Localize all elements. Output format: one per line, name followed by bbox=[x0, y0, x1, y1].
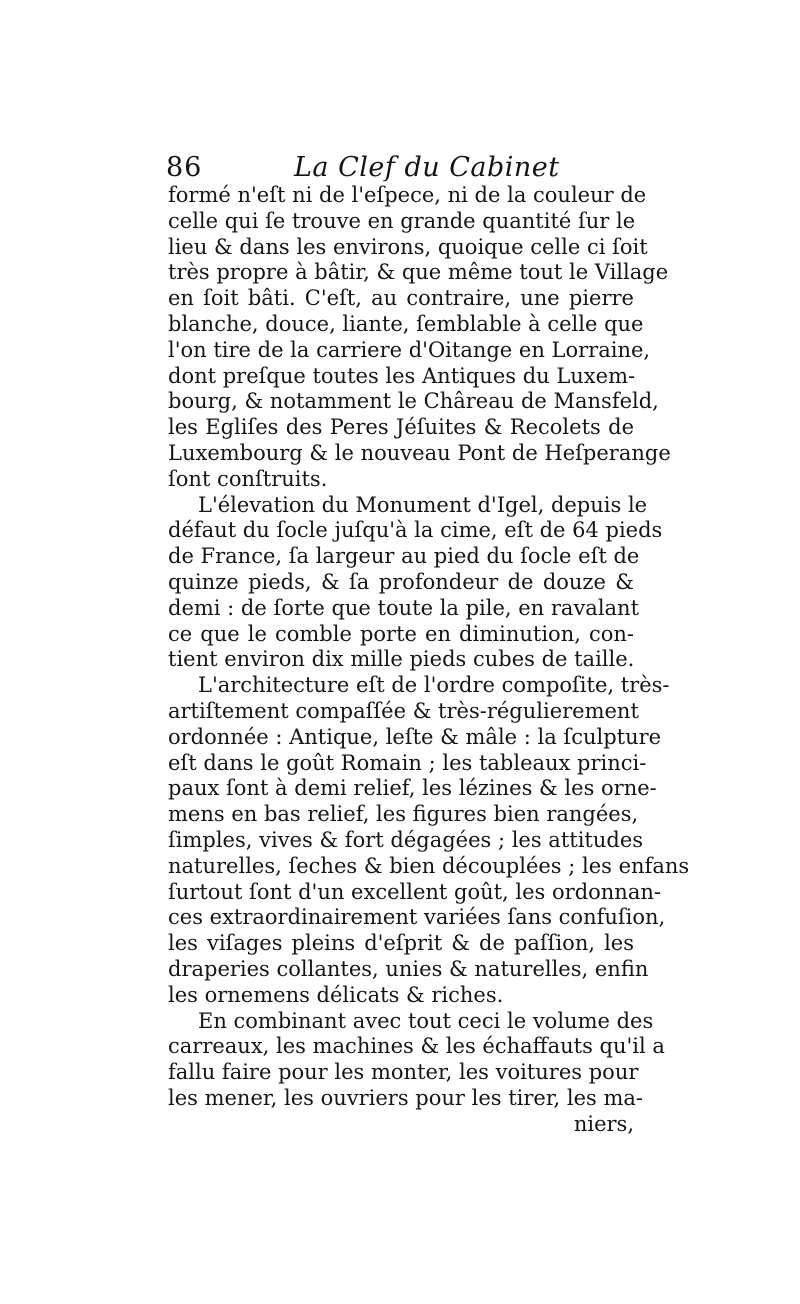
text-line: les viſages pleins d'eſprit & de paſſion, les bbox=[168, 931, 634, 956]
text-line: de France, ſa largeur au pied du ſocle eſt de bbox=[168, 544, 640, 569]
text-line: Luxembourg & le nouveau Pont de Heſperange bbox=[168, 440, 671, 465]
text-line: tient environ dix mille pieds cubes de taille. bbox=[168, 647, 635, 672]
page-header bbox=[166, 148, 636, 188]
text-line: ce que le comble porte en diminution, con- bbox=[168, 621, 634, 646]
text-line: l'on tire de la carriere d'Oitange en Lorraine, bbox=[168, 337, 651, 362]
text-line: paux ſont à demi relief, les lézines & les orne- bbox=[168, 776, 657, 801]
paragraph-start-line: En combinant avec tout ceci le volume des bbox=[198, 1008, 654, 1033]
text-line: blanche, douce, liante, ſemblable à celle que bbox=[168, 311, 644, 336]
text-line: en ſoit bâti. C'eſt, au contraire, une pierre bbox=[168, 286, 634, 311]
text-line: très propre à bâtir, & que même tout le Village bbox=[168, 260, 669, 285]
catchword: niers, bbox=[573, 1111, 634, 1136]
text-line: quinze pieds, & ſa profondeur de douze & bbox=[168, 569, 634, 594]
running-title: La Clef du Cabinet bbox=[294, 152, 560, 183]
text-line: carreaux, les machines & les échaffauts qu'il a bbox=[168, 1034, 665, 1059]
text-line: ces extraordinairement variées ſans confuſion, bbox=[168, 905, 666, 930]
text-line: celle qui ſe trouve en grande quantité ſur le bbox=[168, 208, 636, 233]
body-text bbox=[168, 183, 690, 1137]
text-line: dont preſque toutes les Antiques du Luxem- bbox=[168, 363, 636, 388]
text-line: artiſtement compaſſée & très-régulierement bbox=[168, 698, 639, 723]
text-line: fallu faire pour les monter, les voitures pour bbox=[168, 1060, 639, 1085]
text-line: ſimples, vives & fort dégagées ; les attitudes bbox=[168, 827, 644, 852]
text-line: ſurtout ſont d'un excellent goût, les ordonnan- bbox=[168, 879, 661, 904]
paragraph-start-line: L'élevation du Monument d'Igel, depuis le bbox=[198, 492, 648, 517]
text-line: mens en bas relief, les figures bien rangées, bbox=[168, 802, 639, 827]
text-line: draperies collantes, unies & naturelles, enfin bbox=[168, 956, 649, 981]
text-line: les mener, les ouvriers pour les tirer, les ma- bbox=[168, 1085, 644, 1110]
text-line: ordonnée : Antique, leſte & mâle : la ſculpture bbox=[168, 724, 662, 749]
text-line: bourg, & notamment le Châreau de Mansfeld, bbox=[168, 389, 659, 414]
text-line: naturelles, ſeches & bien découplées ; les enfans bbox=[168, 853, 690, 878]
text-line: lieu & dans les environs, quoique celle ci ſoit bbox=[168, 234, 648, 259]
text-line: ſont conſtruits. bbox=[168, 466, 328, 491]
text-line: défaut du ſocle juſqu'à la cime, eſt de 64 pieds bbox=[168, 518, 663, 543]
paragraph-start-line: L'architecture eſt de l'ordre compoſite, très- bbox=[198, 673, 670, 698]
text-line: les Egliſes des Peres Jéſuites & Recolets de bbox=[168, 415, 634, 440]
page-number: 86 bbox=[166, 152, 203, 183]
text-line: eſt dans le goût Romain ; les tableaux princi- bbox=[168, 750, 647, 775]
text-line: les ornemens délicats & riches. bbox=[168, 982, 504, 1007]
text-line: formé n'eſt ni de l'eſpece, ni de la couleur de bbox=[168, 183, 647, 207]
text-line: demi : de ſorte que toute la pile, en ravalant bbox=[168, 595, 640, 620]
